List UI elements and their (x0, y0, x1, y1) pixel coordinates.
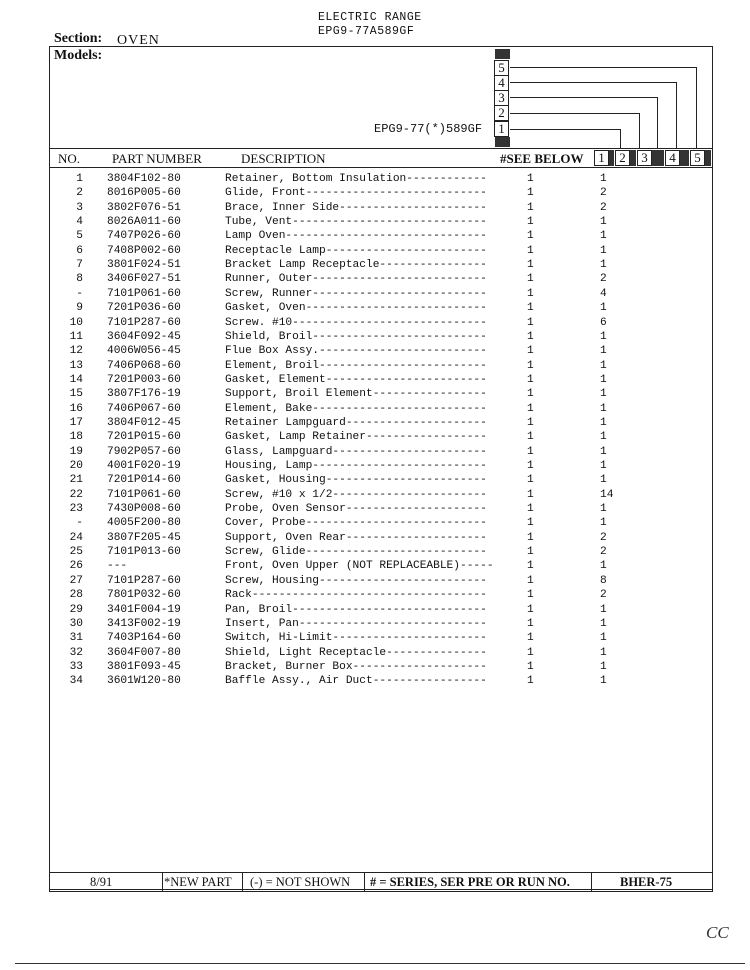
table-row (49, 215, 709, 229)
part-description: Bracket Lamp Receptacle---------------- (225, 259, 487, 272)
quantity-marker: 1 (527, 201, 534, 214)
table-row (49, 674, 709, 688)
item-number: 11 (69, 330, 83, 343)
series-quantity: 1 (600, 632, 607, 645)
part-number: 7408P002-60 (107, 244, 181, 257)
quantity-marker: 1 (527, 259, 534, 272)
table-row (49, 330, 709, 344)
item-number: 24 (69, 531, 83, 544)
part-number: 3801F093-45 (107, 660, 181, 673)
part-number: 4006W056-45 (107, 345, 181, 358)
table-row (49, 559, 709, 573)
quantity-marker: 1 (527, 675, 534, 688)
series-quantity: 1 (600, 617, 607, 630)
col-header-description: DESCRIPTION (241, 151, 326, 166)
series-quantity: 1 (600, 345, 607, 358)
part-description: Support, Broil Element----------------- (225, 388, 487, 401)
part-description: Element, Broil------------------------- (225, 359, 487, 372)
part-number: 3601W120-80 (107, 675, 181, 688)
quantity-marker: 1 (527, 445, 534, 458)
quantity-marker: 1 (527, 330, 534, 343)
table-row (49, 516, 709, 530)
table-row (49, 531, 709, 545)
scan-edge-line (15, 963, 745, 964)
part-description: Brace, Inner Side---------------------- (225, 201, 487, 214)
item-number: - (76, 517, 83, 530)
part-description: Screw. #10----------------------------- (225, 316, 487, 329)
quantity-marker: 1 (527, 373, 534, 386)
series-col-5: 5 (690, 150, 705, 166)
part-description: Element, Bake-------------------------- (225, 402, 487, 415)
part-number: 3804F012-45 (107, 416, 181, 429)
quantity-marker: 1 (527, 302, 534, 315)
part-description: Screw, Glide--------------------------- (225, 546, 487, 559)
series-quantity: 1 (600, 517, 607, 530)
series-quantity: 1 (600, 660, 607, 673)
part-description: Tube, Vent----------------------------- (225, 216, 487, 229)
part-number: 7403P164-60 (107, 632, 181, 645)
item-number: 21 (69, 474, 83, 487)
series-col-3: 3 (637, 150, 652, 166)
series-quantity: 1 (600, 460, 607, 472)
quantity-marker: 1 (527, 287, 534, 300)
model-code: EPG9-77(*)589GF (374, 122, 483, 136)
series-quantity: 2 (600, 273, 607, 286)
series-quantity: 1 (600, 560, 607, 573)
header-rule-bottom (49, 167, 713, 168)
footer-date: 8/91 (90, 875, 113, 889)
part-description: Cover, Probe--------------------------- (225, 517, 487, 530)
quantity-marker: 1 (527, 216, 534, 229)
series-quantity: 1 (600, 603, 607, 616)
footer-divider-1 (162, 873, 163, 891)
document-title-line2: EPG9-77A589GF (318, 25, 415, 38)
footer-code: BHER-75 (620, 875, 673, 889)
item-number: 16 (69, 402, 83, 415)
item-number: 9 (76, 302, 83, 315)
series-box-3: 3 (494, 90, 509, 106)
part-description: Retainer, Bottom Insulation------------ (225, 173, 487, 185)
models-label: Models: (54, 48, 103, 63)
series-quantity: 1 (600, 173, 607, 185)
connector-2-drop (639, 113, 640, 148)
series-quantity: 1 (600, 230, 607, 243)
part-number: 4001F020-19 (107, 460, 181, 472)
item-number: 30 (69, 617, 83, 630)
connector-3-drop (657, 97, 658, 148)
item-number: 22 (69, 488, 83, 501)
series-quantity: 1 (600, 244, 607, 257)
series-quantity: 2 (600, 589, 607, 602)
series-quantity: 1 (600, 359, 607, 372)
table-row (49, 660, 709, 674)
series-quantity: 14 (600, 488, 614, 501)
quantity-marker: 1 (527, 546, 534, 559)
part-number: 7101P013-60 (107, 546, 181, 559)
part-description: Retainer Lampguard--------------------- (225, 416, 487, 429)
item-number: 4 (76, 216, 83, 229)
series-quantity: 1 (600, 216, 607, 229)
table-row (49, 574, 709, 588)
item-number: 3 (76, 201, 83, 214)
item-number: 34 (69, 675, 83, 688)
quantity-marker: 1 (527, 388, 534, 401)
series-col-4: 4 (665, 150, 680, 166)
quantity-marker: 1 (527, 503, 534, 516)
quantity-marker: 1 (527, 316, 534, 329)
part-number: 3406F027-51 (107, 273, 181, 286)
part-description: Runner, Outer-------------------------- (225, 273, 487, 286)
part-description: Bracket, Burner Box-------------------- (225, 660, 487, 673)
quantity-marker: 1 (527, 402, 534, 415)
table-row (49, 387, 709, 401)
part-number: 7801P032-60 (107, 589, 181, 602)
table-row (49, 172, 709, 186)
quantity-marker: 1 (527, 531, 534, 544)
series-col-shade-2 (630, 150, 636, 166)
part-number: 3413F002-19 (107, 617, 181, 630)
part-description: Switch, Hi-Limit----------------------- (225, 632, 487, 645)
item-number: 5 (76, 230, 83, 243)
item-number: 29 (69, 603, 83, 616)
part-description: Rack----------------------------------- (225, 589, 487, 602)
item-number: 12 (69, 345, 83, 358)
table-row (49, 416, 709, 430)
footer-not-shown: (-) = NOT SHOWN (250, 875, 351, 889)
table-row (49, 473, 709, 487)
series-quantity: 2 (600, 546, 607, 559)
col-header-see-below: #SEE BELOW (500, 151, 584, 166)
item-number: 27 (69, 574, 83, 587)
part-description: Screw, Housing------------------------- (225, 574, 487, 587)
part-number: 8016P005-60 (107, 187, 181, 200)
series-quantity: 2 (600, 201, 607, 214)
part-number: 7101P287-60 (107, 316, 181, 329)
part-description: Gasket, Oven--------------------------- (225, 302, 487, 315)
part-description: Glass, Lampguard----------------------- (225, 445, 487, 458)
part-description: Gasket, Housing------------------------ (225, 474, 487, 487)
part-number: 7201P014-60 (107, 474, 181, 487)
item-number: 15 (69, 388, 83, 401)
item-number: 6 (76, 244, 83, 257)
table-row (49, 646, 709, 660)
part-number: 7201P036-60 (107, 302, 181, 315)
part-description: Screw, Runner-------------------------- (225, 287, 487, 300)
document-title-line1: ELECTRIC RANGE (318, 11, 422, 24)
item-number: 31 (69, 632, 83, 645)
quantity-marker: 1 (527, 416, 534, 429)
part-number: 3807F205-45 (107, 531, 181, 544)
quantity-marker: 1 (527, 460, 534, 472)
part-description: Flue Box Assy.------------------------- (225, 345, 487, 358)
part-description: Probe, Oven Sensor--------------------- (225, 503, 487, 516)
table-row (49, 244, 709, 258)
col-header-no: NO. (58, 151, 81, 166)
part-number: 7101P061-60 (107, 488, 181, 501)
connector-3 (510, 97, 657, 98)
footer-divider-4 (591, 873, 592, 891)
item-number: 19 (69, 445, 83, 458)
part-description: Gasket, Element------------------------ (225, 373, 487, 386)
table-row (49, 430, 709, 444)
series-quantity: 2 (600, 531, 607, 544)
table-row (49, 344, 709, 358)
connector-1 (510, 129, 620, 130)
item-number: 28 (69, 589, 83, 602)
part-number: 3807F176-19 (107, 388, 181, 401)
series-quantity: 1 (600, 646, 607, 659)
part-number: 7201P015-60 (107, 431, 181, 444)
table-row (49, 287, 709, 301)
series-quantity: 6 (600, 316, 607, 329)
table-row (49, 229, 709, 243)
part-number: 7407P026-60 (107, 230, 181, 243)
footer-new-part: *NEW PART (164, 875, 232, 889)
connector-4-drop (676, 82, 677, 148)
series-quantity: 1 (600, 388, 607, 401)
item-number: 8 (76, 273, 83, 286)
connector-5 (510, 67, 696, 68)
part-description: Glide, Front--------------------------- (225, 187, 487, 200)
quantity-marker: 1 (527, 359, 534, 372)
series-quantity: 1 (600, 445, 607, 458)
series-quantity: 4 (600, 287, 607, 300)
connector-4 (510, 82, 676, 83)
series-quantity: 1 (600, 675, 607, 688)
quantity-marker: 1 (527, 646, 534, 659)
table-row (49, 258, 709, 272)
part-number: 8026A011-60 (107, 216, 181, 229)
part-number: 7430P008-60 (107, 503, 181, 516)
series-col-1: 1 (594, 150, 609, 166)
table-row (49, 402, 709, 416)
item-number: 1 (76, 173, 83, 185)
series-col-shade-3 (652, 150, 664, 166)
part-description: Front, Oven Upper (NOT REPLACEABLE)----- (225, 560, 494, 573)
table-row (49, 272, 709, 286)
table-row (49, 545, 709, 559)
part-description: Pan, Broil----------------------------- (225, 603, 487, 616)
item-number: 25 (69, 546, 83, 559)
part-description: Lamp Oven------------------------------ (225, 230, 487, 243)
part-number: 3804F102-80 (107, 173, 181, 185)
table-row (49, 488, 709, 502)
item-number: 7 (76, 259, 83, 272)
footer-bar (49, 872, 713, 892)
table-row (49, 631, 709, 645)
series-quantity: 8 (600, 574, 607, 587)
item-number: 33 (69, 660, 83, 673)
part-number: 7406P068-60 (107, 359, 181, 372)
table-row (49, 617, 709, 631)
table-row (49, 373, 709, 387)
quantity-marker: 1 (527, 517, 534, 530)
item-number: - (76, 287, 83, 300)
section-label: Section: (54, 31, 103, 46)
col-header-part-number: PART NUMBER (112, 151, 202, 166)
series-quantity: 2 (600, 187, 607, 200)
series-quantity: 1 (600, 302, 607, 315)
header-rule-top (49, 148, 713, 149)
quantity-marker: 1 (527, 560, 534, 573)
table-row (49, 316, 709, 330)
table-row (49, 459, 709, 473)
part-description: Housing, Lamp-------------------------- (225, 460, 487, 472)
quantity-marker: 1 (527, 431, 534, 444)
series-quantity: 1 (600, 259, 607, 272)
quantity-marker: 1 (527, 603, 534, 616)
part-number: 3401F004-19 (107, 603, 181, 616)
quantity-marker: 1 (527, 617, 534, 630)
footer-divider-2 (242, 873, 243, 891)
item-number: 13 (69, 359, 83, 372)
series-box-2: 2 (494, 105, 509, 121)
quantity-marker: 1 (527, 187, 534, 200)
quantity-marker: 1 (527, 488, 534, 501)
footer-divider-3 (364, 873, 365, 891)
part-description: Insert, Pan---------------------------- (225, 617, 487, 630)
series-quantity: 1 (600, 416, 607, 429)
part-number: 4005F200-80 (107, 517, 181, 530)
series-quantity: 1 (600, 402, 607, 415)
connector-2 (510, 113, 639, 114)
handwritten-mark: CC (706, 923, 729, 942)
part-description: Baffle Assy., Air Duct----------------- (225, 675, 487, 688)
part-number: 7201P003-60 (107, 373, 181, 386)
part-number: 3604F092-45 (107, 330, 181, 343)
part-description: Gasket, Lamp Retainer------------------ (225, 431, 487, 444)
series-quantity: 1 (600, 330, 607, 343)
quantity-marker: 1 (527, 273, 534, 286)
series-quantity: 1 (600, 474, 607, 487)
footer-series-note: # = SERIES, SER PRE OR RUN NO. (370, 875, 570, 889)
item-number: 20 (69, 460, 83, 472)
part-number: 3801F024-51 (107, 259, 181, 272)
item-number: 2 (76, 187, 83, 200)
series-col-shade-1 (609, 150, 614, 166)
connector-5-drop (696, 67, 697, 148)
quantity-marker: 1 (527, 632, 534, 645)
quantity-marker: 1 (527, 589, 534, 602)
series-box-4: 4 (494, 75, 509, 91)
part-description: Support, Oven Rear--------------------- (225, 531, 487, 544)
series-box-1: 1 (494, 121, 509, 137)
part-number: --- (107, 560, 128, 573)
quantity-marker: 1 (527, 230, 534, 243)
series-quantity: 1 (600, 503, 607, 516)
table-row (49, 186, 709, 200)
item-number: 32 (69, 646, 83, 659)
part-number: 3604F007-80 (107, 646, 181, 659)
item-number: 17 (69, 416, 83, 429)
quantity-marker: 1 (527, 574, 534, 587)
table-row (49, 588, 709, 602)
item-number: 23 (69, 503, 83, 516)
table-row (49, 603, 709, 617)
part-description: Screw, #10 x 1/2----------------------- (225, 488, 487, 501)
table-row (49, 445, 709, 459)
parts-list (49, 172, 709, 702)
part-description: Shield, Broil-------------------------- (225, 330, 487, 343)
quantity-marker: 1 (527, 173, 534, 185)
part-number: 7902P057-60 (107, 445, 181, 458)
section-value: OVEN (117, 33, 160, 48)
part-description: Receptacle Lamp------------------------ (225, 244, 487, 257)
part-number: 7101P061-60 (107, 287, 181, 300)
quantity-marker: 1 (527, 474, 534, 487)
table-row (49, 502, 709, 516)
quantity-marker: 1 (527, 244, 534, 257)
part-number: 7406P067-60 (107, 402, 181, 415)
table-row (49, 359, 709, 373)
series-quantity: 1 (600, 373, 607, 386)
part-description: Shield, Light Receptacle--------------- (225, 646, 487, 659)
series-quantity: 1 (600, 431, 607, 444)
item-number: 18 (69, 431, 83, 444)
series-box-shading (495, 49, 510, 59)
series-col-shade-4 (680, 150, 689, 166)
series-col-2: 2 (615, 150, 630, 166)
part-number: 7101P287-60 (107, 574, 181, 587)
connector-1-drop (620, 129, 621, 148)
series-box-5: 5 (494, 60, 509, 76)
quantity-marker: 1 (527, 660, 534, 673)
part-number: 3802F076-51 (107, 201, 181, 214)
series-col-shade-5 (705, 150, 711, 166)
item-number: 14 (69, 373, 83, 386)
item-number: 26 (69, 560, 83, 573)
table-row (49, 201, 709, 215)
table-row (49, 301, 709, 315)
series-box-shading-bottom (495, 137, 510, 147)
item-number: 10 (69, 316, 83, 329)
quantity-marker: 1 (527, 345, 534, 358)
